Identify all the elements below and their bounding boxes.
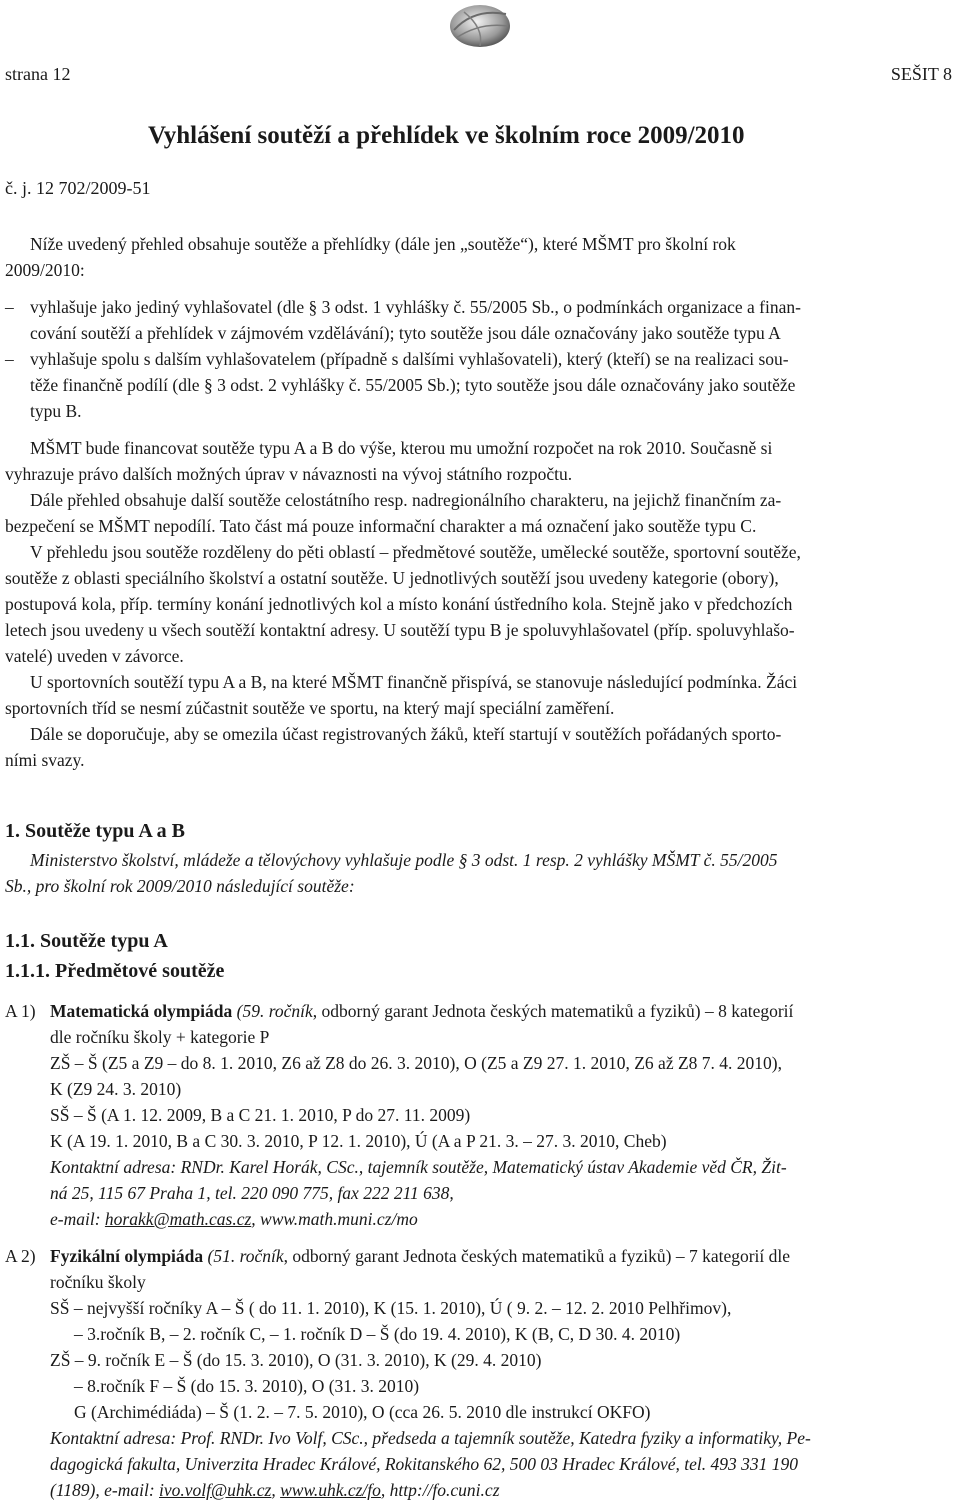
intro-line-1: Níže uvedený přehled obsahuje soutěže a přehlídky (dále jen „soutěže“), které MŠMT pro školní rok [30,234,736,254]
a2-line-4: – 3.ročník B, – 2. ročník C, – 1. ročník D – Š (do 19. 4. 2010), K (B, C, D 30. 4. 2010) [74,1324,681,1344]
paragraph-line: bezpečení se MŠMT nepodílí. Tato část má pouze informační charakter a má označení jako soutěže typu C. [5,516,757,536]
bullet-2-line-2: těže finančně podílí (dle § 3 odst. 2 vyhlášky č. 55/2005 Sb.); tyto soutěže jsou dále označovány jako soutěže [30,375,796,395]
a2-contact-2: dagogická fakulta, Univerzita Hradec Králové, Rokitanského 62, 500 03 Hradec Králové, tel. 493 331 190 [50,1454,798,1474]
subsection-heading: 1.1. Soutěže typu A [5,930,168,952]
a1-contact-2: ná 25, 115 67 Praha 1, tel. 220 090 775, fax 222 211 638, [50,1183,454,1203]
reference-number: č. j. 12 702/2009-51 [5,178,151,198]
paragraph-line: V přehledu jsou soutěže rozděleny do pěti oblastí – předmětové soutěže, umělecké soutěže, sportovní soutěže, [30,542,801,562]
bullet-2-line-1: vyhlašuje spolu s dalším vyhlašovatelem (případně s dalšími vyhlašovateli), který (kteří) se na realizaci sou- [30,349,789,369]
a1-contact-1: Kontaktní adresa: RNDr. Karel Horák, CSc., tajemník soutěže, Matematický ústav Akademie věd ČR, Žit- [50,1157,787,1177]
a2-line-1: Fyzikální olympiáda (51. ročník, odborný garant Jednota českých matematiků a fyziků) – 7 kategorií dle [50,1246,791,1266]
intro-line-2: 2009/2010: [5,260,85,280]
a2-line-7: G (Archimédiáda) – Š (1. 2. – 7. 5. 2010), O (cca 26. 5. 2010 dle instrukcí OKFO) [74,1402,651,1422]
page-number: strana 12 [5,64,71,84]
a2-line-2: ročníku školy [50,1272,146,1292]
paragraph-line: Dále se doporučuje, aby se omezila účast registrovaných žáků, kteří startují v soutěžích pořádaných sporto- [30,724,782,744]
paragraph-line: soutěže z oblasti speciálního školství a ostatní soutěže. U jednotlivých soutěží jsou uvedeny kategorie (obory), [5,568,779,588]
email-link[interactable]: horakk@math.cas.cz [104,1209,252,1229]
emblem-logo [434,0,524,48]
a1-line-4: K (Z9 24. 3. 2010) [50,1079,182,1099]
page-title: Vyhlášení soutěží a přehlídek ve školním roce 2009/2010 [148,122,745,149]
a1-contact-3: e-mail: horakk@math.cas.cz, www.math.muni.cz/mo [50,1209,418,1229]
bullet-1-line-2: cování soutěží a přehlídek v zájmovém vzdělávání); tyto soutěže jsou dále označovány jako soutěže typu A [30,323,781,343]
paragraph-line: letech jsou uvedeny u všech soutěží kontaktní adresy. U soutěží typu B je spoluvyhlašovatel (příp. spoluvyhlašo- [5,620,795,640]
bullet-dash: – [5,297,14,317]
paragraph-line: vatelé) uveden v závorce. [5,646,184,666]
paragraph-line: U sportovních soutěží typu A a B, na které MŠMT finančně přispívá, se stanovuje následující podmínka. Žáci [30,672,798,692]
paragraph-line: Dále přehled obsahuje další soutěže celostátního resp. nadregionálního charakteru, na jejichž finančním za- [30,490,782,510]
item-label: A 1) [5,1001,36,1021]
a1-line-3: ZŠ – Š (Z5 a Z9 – do 8. 1. 2010, Z6 až Z8 do 26. 3. 2010), O (Z5 a Z9 27. 1. 2010, Z6 až Z8 7. 4. 2010), [50,1053,782,1073]
paragraph-line: postupová kola, příp. termíny konání jednotlivých kol a místo konání ústředního kola. Stejně jako v předchozích [5,594,793,614]
subsubsection-heading: 1.1.1. Předmětové soutěže [5,960,225,982]
a2-line-5: ZŠ – 9. ročník E – Š (do 15. 3. 2010), O (31. 3. 2010), K (29. 4. 2010) [50,1350,542,1370]
email-link[interactable]: ivo.volf@uhk.cz [159,1480,272,1500]
a1-line-1: Matematická olympiáda (59. ročník, odborný garant Jednota českých matematiků a fyziků) – 8 kategorií [50,1001,794,1021]
a2-line-3: SŠ – nejvyšší ročníky A – Š ( do 11. 1. 2010), K (15. 1. 2010), Ú ( 9. 2. – 12. 2. 2010 Pelhřimov), [50,1298,732,1318]
bullet-dash: – [5,349,14,369]
paragraph-line: vyhrazuje právo dalších možných úprav v návaznosti na vývoj státního rozpočtu. [5,464,573,484]
a1-line-2: dle ročníku školy + kategorie P [50,1027,270,1047]
paragraph-line: sportovních tříd se nesmí zúčastnit soutěže ve sportu, na který mají speciální zaměření. [5,698,615,718]
section-note-line-2: Sb., pro školní rok 2009/2010 následující soutěže: [5,876,355,896]
section-note-line-1: Ministerstvo školství, mládeže a tělovýchovy vyhlašuje podle § 3 odst. 1 resp. 2 vyhlášky MŠMT č. 55/2005 [30,850,778,870]
paragraph-line: MŠMT bude financovat soutěže typu A a B do výše, kterou mu umožní rozpočet na rok 2010. Současně si [30,438,773,458]
bullet-1-line-1: vyhlašuje jako jediný vyhlašovatel (dle § 3 odst. 1 vyhlášky č. 55/2005 Sb., o podmínkách organizace a finan- [30,297,801,317]
a1-line-6: K (A 19. 1. 2010, B a C 30. 3. 2010, P 12. 1. 2010), Ú (A a P 21. 3. – 27. 3. 2010, Cheb) [50,1131,667,1151]
web-link[interactable]: www.uhk.cz/fo [280,1480,381,1500]
issue-label: SEŠIT 8 [890,64,952,84]
section-heading: 1. Soutěže typu A a B [5,820,186,842]
bullet-2-line-3: typu B. [30,401,82,421]
item-label: A 2) [5,1246,36,1266]
a1-line-5: SŠ – Š (A 1. 12. 2009, B a C 21. 1. 2010, P do 27. 11. 2009) [50,1105,471,1125]
a2-line-6: – 8.ročník F – Š (do 15. 3. 2010), O (31. 3. 2010) [74,1376,420,1396]
a2-contact-3: (1189), e-mail: ivo.volf@uhk.cz, www.uhk.cz/fo, http://fo.cuni.cz [50,1480,500,1500]
a2-contact-1: Kontaktní adresa: Prof. RNDr. Ivo Volf, CSc., předseda a tajemník soutěže, Katedra fyziky a informatiky, Pe- [50,1428,811,1448]
paragraph-line: ními svazy. [5,750,85,770]
